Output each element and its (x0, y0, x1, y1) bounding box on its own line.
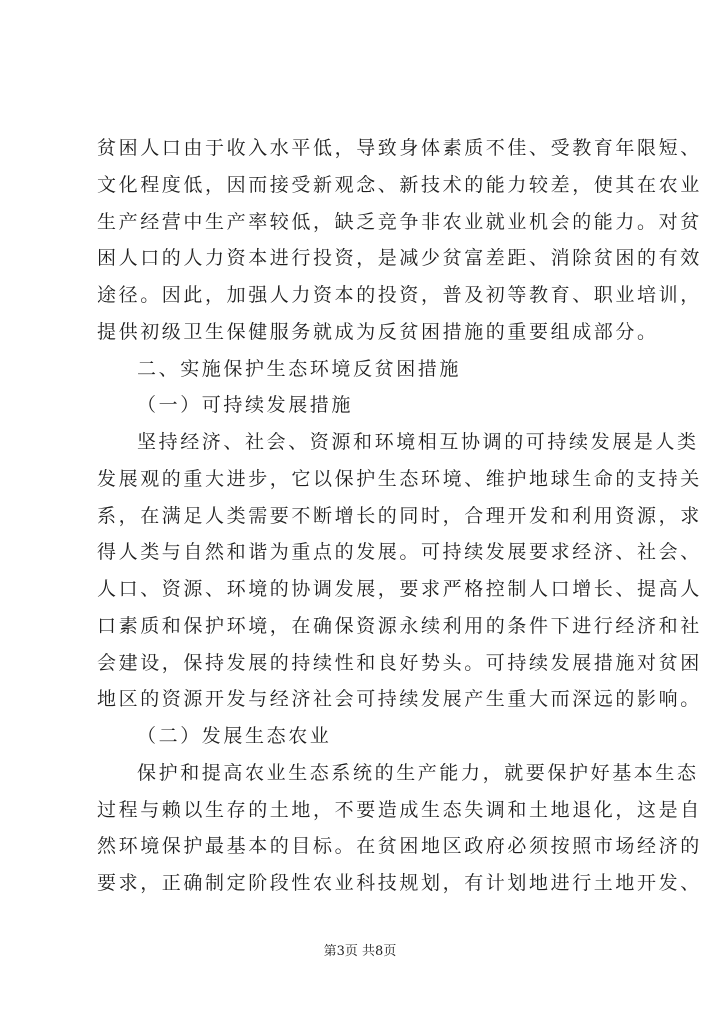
text-line: 要求，正确制定阶段性农业科技规划，有计划地进行土地开发、 (97, 872, 702, 894)
text-line: 人口、资源、环境的协调发展，要求严格控制人口增长、提高人 (97, 578, 702, 600)
text-line: 得人类与自然和谐为重点的发展。可持续发展要求经济、社会、 (97, 541, 702, 564)
text-line: 生产经营中生产率较低，缺乏竞争非农业就业机会的能力。对贫 (97, 210, 702, 233)
text-line: 过程与赖以生存的土地，不要造成生态失调和土地退化，这是自 (97, 798, 702, 821)
text-line: （一）可持续发展措施 (137, 394, 354, 417)
text-line: 然环境保护最基本的目标。在贫困地区政府必须按照市场经济的 (97, 835, 702, 858)
text-line: 口素质和保护环境，在确保资源永续利用的条件下进行经济和社 (97, 614, 702, 637)
text-line: 困人口的人力资本进行投资，是减少贫富差距、消除贫困的有效 (97, 247, 702, 270)
text-line: 保护和提高农业生态系统的生产能力，就要保护好基本生态 (137, 761, 699, 784)
text-line: 贫困人口由于收入水平低，导致身体素质不佳、受教育年限短、 (97, 137, 702, 159)
document-body (97, 133, 702, 905)
text-line: 坚持经济、社会、资源和环境相互协调的可持续发展是人类 (137, 431, 699, 453)
text-line: 提供初级卫生保健服务就成为反贫困措施的重要组成部分。 (97, 320, 659, 343)
text-line: 地区的资源开发与经济社会可持续发展产生重大而深远的影响。 (97, 688, 702, 711)
text-line: 文化程度低，因而接受新观念、新技术的能力较差，使其在农业 (97, 173, 702, 196)
text-line: （二）发展生态农业 (137, 725, 332, 747)
text-line: 会建设，保持发展的持续性和良好势头。可持续发展措施对贫困 (97, 651, 702, 674)
text-line: 途径。因此，加强人力资本的投资，普及初等教育、职业培训， (97, 284, 702, 306)
text-line: 系，在满足人类需要不断增长的同时，合理开发和利用资源，求 (97, 504, 702, 527)
text-line: 二、实施保护生态环境反贫困措施 (137, 357, 462, 380)
text-line: 发展观的重大进步，它以保护生态环境、维护地球生命的支持关 (97, 467, 702, 490)
page-number-footer: 第3页 共8页 (323, 944, 397, 959)
